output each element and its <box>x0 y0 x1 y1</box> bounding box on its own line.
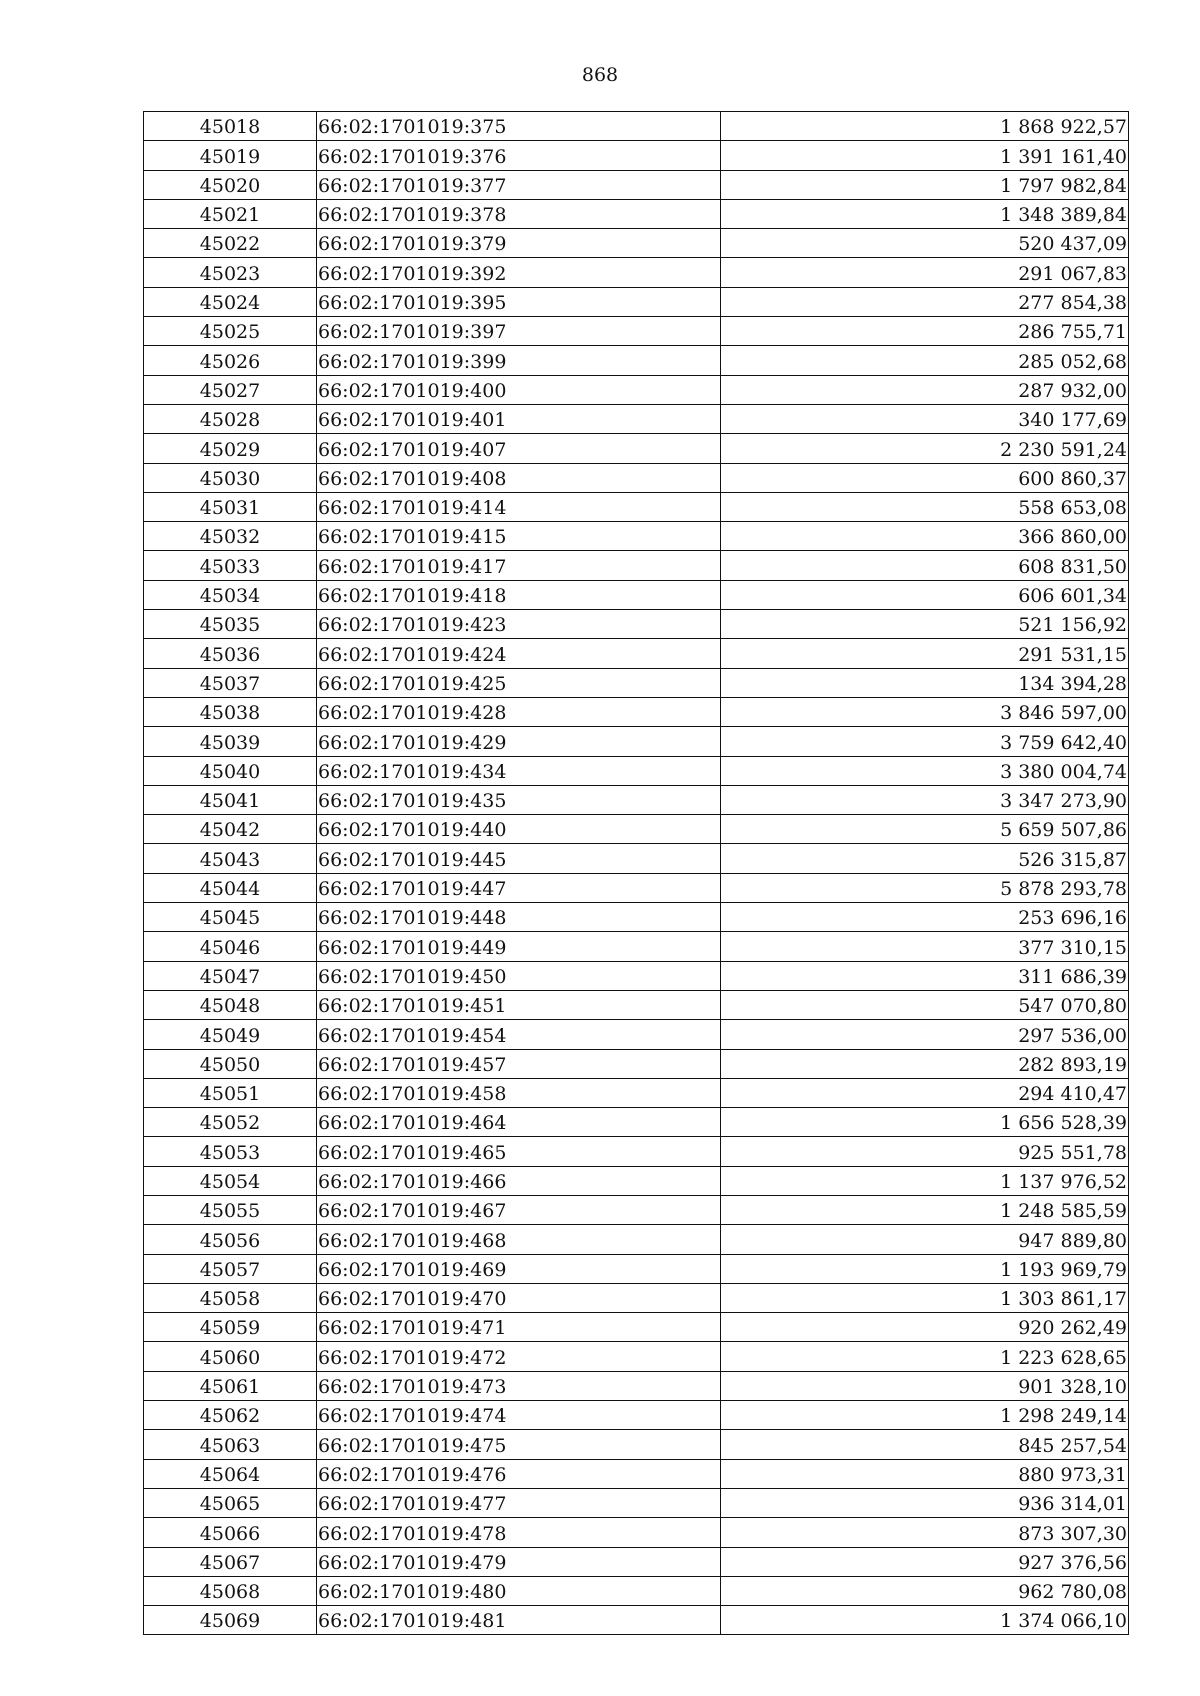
table-row <box>144 434 1129 463</box>
cadastral-number-cell: 66:02:1701019:379 <box>317 229 721 258</box>
row-number-cell: 45026 <box>144 346 317 375</box>
row-number-cell: 45061 <box>144 1371 317 1400</box>
cadastral-value-cell: 1 298 249,14 <box>721 1401 1129 1430</box>
cadastral-number-cell: 66:02:1701019:458 <box>317 1078 721 1107</box>
cadastral-value-cell: 600 860,37 <box>721 463 1129 492</box>
row-number-cell: 45024 <box>144 287 317 316</box>
table-row <box>144 1576 1129 1605</box>
cadastral-number-cell: 66:02:1701019:449 <box>317 932 721 961</box>
cadastral-number-cell: 66:02:1701019:400 <box>317 375 721 404</box>
cadastral-number-cell: 66:02:1701019:470 <box>317 1283 721 1312</box>
row-number-cell: 45058 <box>144 1283 317 1312</box>
cadastral-number-cell: 66:02:1701019:469 <box>317 1254 721 1283</box>
table-row <box>144 1518 1129 1547</box>
cadastral-value-cell: 1 137 976,52 <box>721 1166 1129 1195</box>
cadastral-value-cell: 282 893,19 <box>721 1049 1129 1078</box>
cadastral-value-cell: 1 374 066,10 <box>721 1606 1129 1635</box>
cadastral-number-cell: 66:02:1701019:445 <box>317 844 721 873</box>
table-row <box>144 463 1129 492</box>
table-row <box>144 1254 1129 1283</box>
cadastral-number-cell: 66:02:1701019:395 <box>317 287 721 316</box>
cadastral-value-cell: 920 262,49 <box>721 1313 1129 1342</box>
cadastral-value-cell: 547 070,80 <box>721 990 1129 1019</box>
row-number-cell: 45047 <box>144 961 317 990</box>
row-number-cell: 45051 <box>144 1078 317 1107</box>
cadastral-number-cell: 66:02:1701019:415 <box>317 522 721 551</box>
row-number-cell: 45035 <box>144 610 317 639</box>
cadastral-number-cell: 66:02:1701019:414 <box>317 492 721 521</box>
cadastral-number-cell: 66:02:1701019:440 <box>317 815 721 844</box>
row-number-cell: 45032 <box>144 522 317 551</box>
cadastral-value-cell: 286 755,71 <box>721 317 1129 346</box>
row-number-cell: 45049 <box>144 1020 317 1049</box>
cadastral-number-cell: 66:02:1701019:408 <box>317 463 721 492</box>
cadastral-value-cell: 134 394,28 <box>721 668 1129 697</box>
row-number-cell: 45057 <box>144 1254 317 1283</box>
table-row <box>144 199 1129 228</box>
cadastral-value-cell: 606 601,34 <box>721 580 1129 609</box>
cadastral-value-cell: 297 536,00 <box>721 1020 1129 1049</box>
cadastral-value-cell: 285 052,68 <box>721 346 1129 375</box>
cadastral-value-cell: 1 223 628,65 <box>721 1342 1129 1371</box>
row-number-cell: 45046 <box>144 932 317 961</box>
cadastral-number-cell: 66:02:1701019:457 <box>317 1049 721 1078</box>
cadastral-number-cell: 66:02:1701019:466 <box>317 1166 721 1195</box>
cadastral-number-cell: 66:02:1701019:425 <box>317 668 721 697</box>
table-row <box>144 932 1129 961</box>
row-number-cell: 45042 <box>144 815 317 844</box>
cadastral-number-cell: 66:02:1701019:479 <box>317 1547 721 1576</box>
table-row <box>144 375 1129 404</box>
row-number-cell: 45029 <box>144 434 317 463</box>
cadastral-number-cell: 66:02:1701019:401 <box>317 404 721 433</box>
cadastral-number-cell: 66:02:1701019:397 <box>317 317 721 346</box>
cadastral-value-cell: 520 437,09 <box>721 229 1129 258</box>
table-row <box>144 170 1129 199</box>
table-row <box>144 961 1129 990</box>
cadastral-value-table <box>143 111 1129 1635</box>
cadastral-value-cell: 5 659 507,86 <box>721 815 1129 844</box>
cadastral-number-cell: 66:02:1701019:454 <box>317 1020 721 1049</box>
cadastral-number-cell: 66:02:1701019:480 <box>317 1576 721 1605</box>
cadastral-number-cell: 66:02:1701019:471 <box>317 1313 721 1342</box>
row-number-cell: 45050 <box>144 1049 317 1078</box>
cadastral-number-cell: 66:02:1701019:428 <box>317 697 721 726</box>
cadastral-number-cell: 66:02:1701019:472 <box>317 1342 721 1371</box>
cadastral-number-cell: 66:02:1701019:418 <box>317 580 721 609</box>
cadastral-number-cell: 66:02:1701019:376 <box>317 141 721 170</box>
cadastral-value-cell: 558 653,08 <box>721 492 1129 521</box>
table-row <box>144 1313 1129 1342</box>
cadastral-value-cell: 294 410,47 <box>721 1078 1129 1107</box>
row-number-cell: 45062 <box>144 1401 317 1430</box>
table-row <box>144 1225 1129 1254</box>
table-row <box>144 1108 1129 1137</box>
table-row <box>144 551 1129 580</box>
cadastral-number-cell: 66:02:1701019:377 <box>317 170 721 199</box>
cadastral-value-cell: 936 314,01 <box>721 1488 1129 1517</box>
cadastral-value-cell: 1 248 585,59 <box>721 1195 1129 1224</box>
cadastral-value-cell: 1 656 528,39 <box>721 1108 1129 1137</box>
cadastral-number-cell: 66:02:1701019:477 <box>317 1488 721 1517</box>
table-row <box>144 1137 1129 1166</box>
table-row <box>144 580 1129 609</box>
row-number-cell: 45041 <box>144 785 317 814</box>
cadastral-number-cell: 66:02:1701019:378 <box>317 199 721 228</box>
table-row <box>144 1371 1129 1400</box>
cadastral-value-cell: 526 315,87 <box>721 844 1129 873</box>
row-number-cell: 45053 <box>144 1137 317 1166</box>
cadastral-value-cell: 340 177,69 <box>721 404 1129 433</box>
cadastral-value-cell: 2 230 591,24 <box>721 434 1129 463</box>
row-number-cell: 45056 <box>144 1225 317 1254</box>
cadastral-value-cell: 1 193 969,79 <box>721 1254 1129 1283</box>
table-row <box>144 844 1129 873</box>
row-number-cell: 45021 <box>144 199 317 228</box>
row-number-cell: 45030 <box>144 463 317 492</box>
cadastral-number-cell: 66:02:1701019:375 <box>317 112 721 141</box>
cadastral-value-cell: 311 686,39 <box>721 961 1129 990</box>
cadastral-number-cell: 66:02:1701019:424 <box>317 639 721 668</box>
table-row <box>144 258 1129 287</box>
cadastral-value-cell: 608 831,50 <box>721 551 1129 580</box>
cadastral-number-cell: 66:02:1701019:475 <box>317 1430 721 1459</box>
cadastral-number-cell: 66:02:1701019:451 <box>317 990 721 1019</box>
cadastral-value-cell: 947 889,80 <box>721 1225 1129 1254</box>
cadastral-value-cell: 277 854,38 <box>721 287 1129 316</box>
row-number-cell: 45027 <box>144 375 317 404</box>
table-row <box>144 141 1129 170</box>
table-row <box>144 1078 1129 1107</box>
cadastral-number-cell: 66:02:1701019:423 <box>317 610 721 639</box>
cadastral-number-cell: 66:02:1701019:465 <box>317 1137 721 1166</box>
row-number-cell: 45043 <box>144 844 317 873</box>
row-number-cell: 45063 <box>144 1430 317 1459</box>
row-number-cell: 45037 <box>144 668 317 697</box>
table-row <box>144 668 1129 697</box>
row-number-cell: 45036 <box>144 639 317 668</box>
table-body <box>144 112 1129 1635</box>
cadastral-number-cell: 66:02:1701019:481 <box>317 1606 721 1635</box>
table-row <box>144 639 1129 668</box>
cadastral-number-cell: 66:02:1701019:450 <box>317 961 721 990</box>
cadastral-value-cell: 962 780,08 <box>721 1576 1129 1605</box>
row-number-cell: 45067 <box>144 1547 317 1576</box>
cadastral-number-cell: 66:02:1701019:434 <box>317 756 721 785</box>
cadastral-value-cell: 287 932,00 <box>721 375 1129 404</box>
table-row <box>144 522 1129 551</box>
table-row <box>144 1283 1129 1312</box>
row-number-cell: 45048 <box>144 990 317 1019</box>
cadastral-value-cell: 1 303 861,17 <box>721 1283 1129 1312</box>
cadastral-value-cell: 880 973,31 <box>721 1459 1129 1488</box>
row-number-cell: 45019 <box>144 141 317 170</box>
table-row <box>144 697 1129 726</box>
table-row <box>144 727 1129 756</box>
row-number-cell: 45060 <box>144 1342 317 1371</box>
cadastral-number-cell: 66:02:1701019:447 <box>317 873 721 902</box>
row-number-cell: 45025 <box>144 317 317 346</box>
cadastral-number-cell: 66:02:1701019:417 <box>317 551 721 580</box>
cadastral-value-cell: 3 380 004,74 <box>721 756 1129 785</box>
cadastral-value-cell: 253 696,16 <box>721 903 1129 932</box>
cadastral-value-cell: 845 257,54 <box>721 1430 1129 1459</box>
row-number-cell: 45033 <box>144 551 317 580</box>
cadastral-number-cell: 66:02:1701019:468 <box>317 1225 721 1254</box>
row-number-cell: 45052 <box>144 1108 317 1137</box>
table-row <box>144 317 1129 346</box>
table-row <box>144 1401 1129 1430</box>
cadastral-number-cell: 66:02:1701019:474 <box>317 1401 721 1430</box>
row-number-cell: 45040 <box>144 756 317 785</box>
table-row <box>144 492 1129 521</box>
table-row <box>144 1430 1129 1459</box>
cadastral-value-cell: 927 376,56 <box>721 1547 1129 1576</box>
cadastral-value-cell: 925 551,78 <box>721 1137 1129 1166</box>
row-number-cell: 45065 <box>144 1488 317 1517</box>
cadastral-value-cell: 1 391 161,40 <box>721 141 1129 170</box>
cadastral-value-cell: 901 328,10 <box>721 1371 1129 1400</box>
table-row <box>144 1606 1129 1635</box>
cadastral-number-cell: 66:02:1701019:392 <box>317 258 721 287</box>
table-row <box>144 1488 1129 1517</box>
cadastral-value-cell: 3 759 642,40 <box>721 727 1129 756</box>
row-number-cell: 45054 <box>144 1166 317 1195</box>
cadastral-value-cell: 377 310,15 <box>721 932 1129 961</box>
cadastral-value-cell: 5 878 293,78 <box>721 873 1129 902</box>
cadastral-value-cell: 1 797 982,84 <box>721 170 1129 199</box>
cadastral-number-cell: 66:02:1701019:473 <box>317 1371 721 1400</box>
row-number-cell: 45059 <box>144 1313 317 1342</box>
table-row <box>144 873 1129 902</box>
table-row <box>144 1166 1129 1195</box>
row-number-cell: 45044 <box>144 873 317 902</box>
table-row <box>144 1049 1129 1078</box>
row-number-cell: 45023 <box>144 258 317 287</box>
row-number-cell: 45045 <box>144 903 317 932</box>
cadastral-value-cell: 3 347 273,90 <box>721 785 1129 814</box>
cadastral-number-cell: 66:02:1701019:476 <box>317 1459 721 1488</box>
row-number-cell: 45064 <box>144 1459 317 1488</box>
row-number-cell: 45039 <box>144 727 317 756</box>
table-row <box>144 1195 1129 1224</box>
table-row <box>144 112 1129 141</box>
cadastral-number-cell: 66:02:1701019:464 <box>317 1108 721 1137</box>
cadastral-value-cell: 1 348 389,84 <box>721 199 1129 228</box>
table-row <box>144 287 1129 316</box>
cadastral-value-cell: 291 067,83 <box>721 258 1129 287</box>
row-number-cell: 45022 <box>144 229 317 258</box>
table-row <box>144 1020 1129 1049</box>
cadastral-value-cell: 873 307,30 <box>721 1518 1129 1547</box>
cadastral-value-cell: 291 531,15 <box>721 639 1129 668</box>
table-row <box>144 404 1129 433</box>
table-row <box>144 1547 1129 1576</box>
row-number-cell: 45018 <box>144 112 317 141</box>
cadastral-value-cell: 521 156,92 <box>721 610 1129 639</box>
cadastral-number-cell: 66:02:1701019:448 <box>317 903 721 932</box>
table-row <box>144 1342 1129 1371</box>
cadastral-number-cell: 66:02:1701019:467 <box>317 1195 721 1224</box>
cadastral-number-cell: 66:02:1701019:478 <box>317 1518 721 1547</box>
page-number: 868 <box>581 64 619 86</box>
table-row <box>144 346 1129 375</box>
table-row <box>144 903 1129 932</box>
row-number-cell: 45068 <box>144 1576 317 1605</box>
table-row <box>144 1459 1129 1488</box>
cadastral-number-cell: 66:02:1701019:429 <box>317 727 721 756</box>
cadastral-value-cell: 1 868 922,57 <box>721 112 1129 141</box>
table-row <box>144 785 1129 814</box>
table-row <box>144 229 1129 258</box>
cadastral-value-cell: 3 846 597,00 <box>721 697 1129 726</box>
row-number-cell: 45028 <box>144 404 317 433</box>
table-row <box>144 756 1129 785</box>
table-row <box>144 610 1129 639</box>
row-number-cell: 45069 <box>144 1606 317 1635</box>
table-row <box>144 990 1129 1019</box>
cadastral-value-cell: 366 860,00 <box>721 522 1129 551</box>
row-number-cell: 45020 <box>144 170 317 199</box>
cadastral-number-cell: 66:02:1701019:407 <box>317 434 721 463</box>
row-number-cell: 45038 <box>144 697 317 726</box>
cadastral-number-cell: 66:02:1701019:435 <box>317 785 721 814</box>
row-number-cell: 45034 <box>144 580 317 609</box>
row-number-cell: 45031 <box>144 492 317 521</box>
table-row <box>144 815 1129 844</box>
row-number-cell: 45055 <box>144 1195 317 1224</box>
cadastral-number-cell: 66:02:1701019:399 <box>317 346 721 375</box>
row-number-cell: 45066 <box>144 1518 317 1547</box>
